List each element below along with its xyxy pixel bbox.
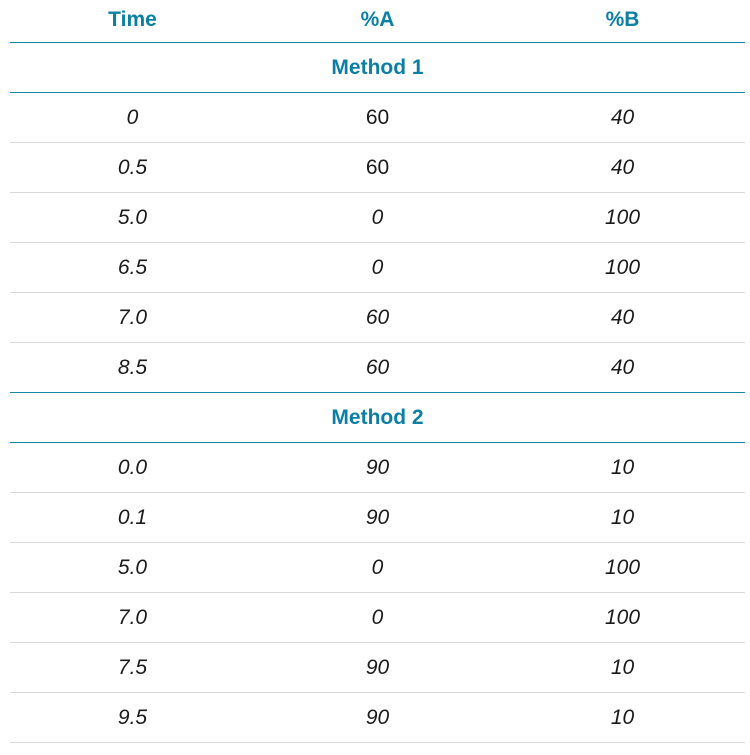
percent-a-cell: 0 (371, 555, 384, 579)
percent-a-cell: 90 (365, 655, 390, 679)
section-title: Method 2 (10, 393, 745, 443)
section-title: Method 1 (10, 43, 745, 93)
time-cell: 9.5 (117, 705, 148, 729)
table-row (10, 693, 745, 743)
percent-a-cell: 0 (371, 205, 384, 229)
percent-b-cell: 10 (610, 705, 635, 729)
percent-a-cell: 90 (365, 505, 390, 529)
percent-b-cell: 40 (610, 155, 635, 179)
time-cell: 0.5 (117, 155, 148, 179)
table-row (10, 493, 745, 543)
header-percent-a: %A (360, 8, 395, 31)
percent-a-cell: 90 (365, 705, 390, 729)
percent-a-cell: 60 (365, 355, 390, 379)
time-cell: 0 (126, 105, 139, 129)
table-header-row (10, 0, 745, 43)
gradient-table (10, 0, 745, 743)
time-cell: 0.0 (117, 455, 148, 479)
table-row (10, 143, 745, 193)
percent-b-cell: 100 (604, 255, 641, 279)
table-row (10, 643, 745, 693)
percent-b-cell: 10 (610, 655, 635, 679)
time-cell: 5.0 (117, 205, 148, 229)
header-percent-b: %B (605, 8, 640, 31)
table-row (10, 343, 745, 393)
percent-b-cell: 40 (610, 105, 635, 129)
percent-b-cell: 100 (604, 205, 641, 229)
time-cell: 7.5 (117, 655, 148, 679)
percent-b-cell: 100 (604, 605, 641, 629)
table-row (10, 243, 745, 293)
time-cell: 7.0 (117, 605, 148, 629)
percent-a-cell: 90 (365, 455, 390, 479)
table-body (10, 43, 745, 743)
percent-a-cell: 0 (371, 605, 384, 629)
time-cell: 7.0 (117, 305, 148, 329)
time-cell: 5.0 (117, 555, 148, 579)
time-cell: 0.1 (117, 505, 148, 529)
table-row (10, 543, 745, 593)
table-row (10, 593, 745, 643)
header-time: Time (108, 8, 157, 31)
percent-a-cell: 60 (365, 105, 390, 129)
percent-b-cell: 40 (610, 305, 635, 329)
table-row (10, 193, 745, 243)
percent-b-cell: 100 (604, 555, 641, 579)
percent-b-cell: 40 (610, 355, 635, 379)
table-row (10, 443, 745, 493)
percent-b-cell: 10 (610, 505, 635, 529)
percent-a-cell: 60 (365, 155, 390, 179)
time-cell: 8.5 (117, 355, 148, 379)
percent-a-cell: 60 (365, 305, 390, 329)
percent-b-cell: 10 (610, 455, 635, 479)
percent-a-cell: 0 (371, 255, 384, 279)
time-cell: 6.5 (117, 255, 148, 279)
table-row (10, 93, 745, 143)
table-row (10, 293, 745, 343)
